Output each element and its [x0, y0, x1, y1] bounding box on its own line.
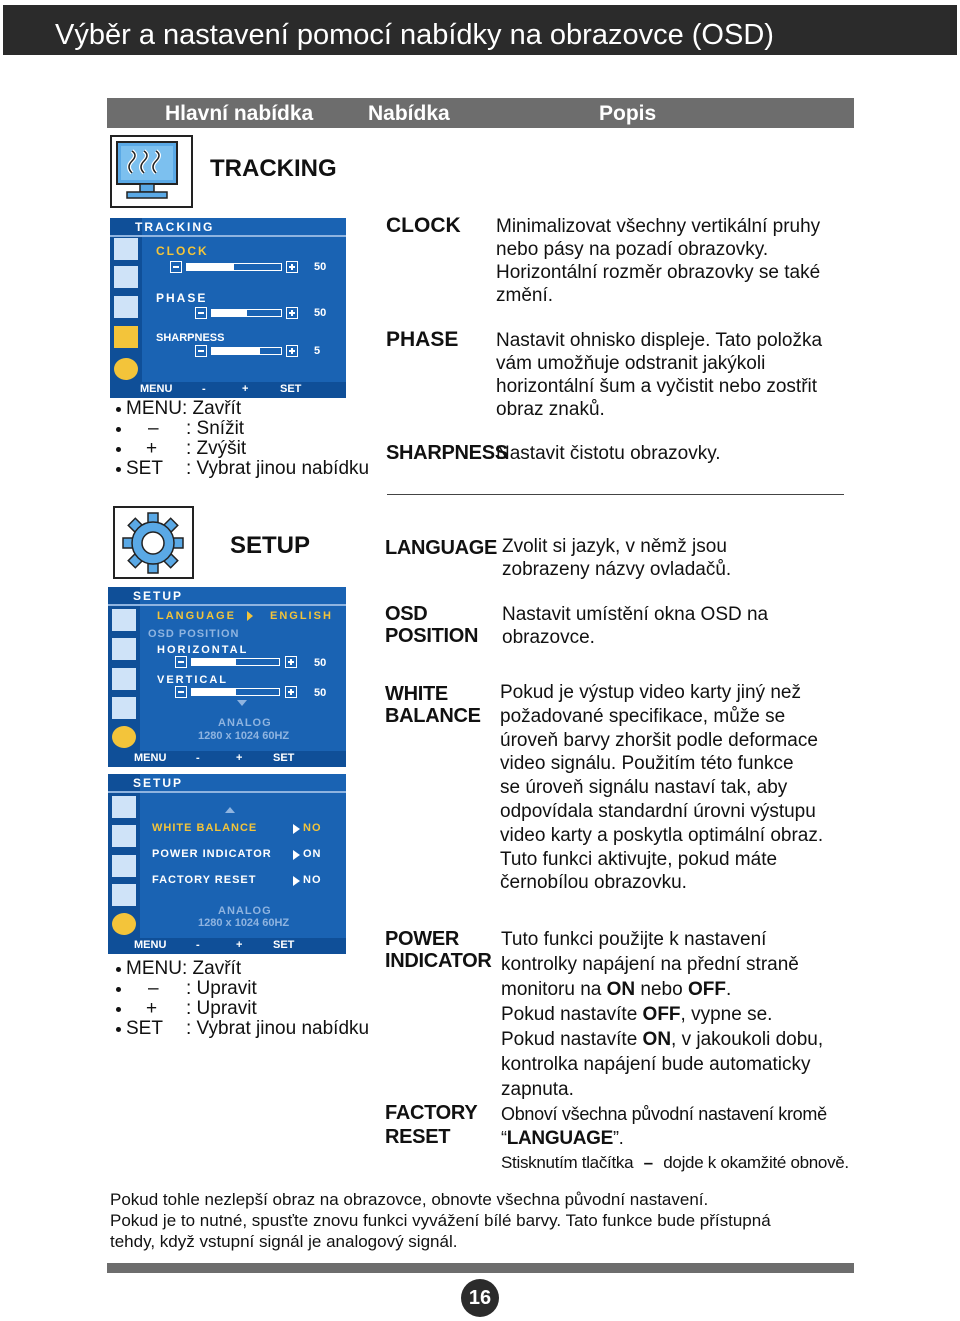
clock-slider[interactable] — [170, 261, 300, 273]
osd-position-label: OSD POSITION — [148, 628, 240, 640]
footer-menu[interactable]: MENU — [134, 752, 167, 764]
item-clock-name: CLOCK — [386, 214, 461, 237]
osd-factory-reset-label: FACTORY RESET — [152, 874, 257, 886]
page-number: 16 — [461, 1279, 499, 1317]
footer-plus[interactable]: + — [236, 752, 243, 764]
vertical-value: 50 — [314, 687, 327, 699]
osd-white-balance-label: WHITE BALANCE — [152, 822, 258, 834]
phase-slider[interactable] — [195, 307, 300, 319]
phase-value: 50 — [314, 307, 327, 319]
item-power-indicator-name: POWER INDICATOR — [385, 928, 492, 972]
item-osd-position-name: OSD POSITION — [385, 603, 479, 647]
item-factory-reset-desc: Obnoví všechna původní nastavení kromě “LANGUAGE”. Stisknutím tlačítka – dojde k okamžité obnově. — [501, 1104, 849, 1172]
tracking-title: TRACKING — [210, 155, 337, 182]
osd-clock-label: CLOCK — [156, 244, 209, 258]
color-menu-icon — [112, 638, 136, 660]
legend-desc: : Zvýšit — [186, 438, 247, 459]
scroll-down-icon[interactable] — [237, 700, 247, 706]
footer-bar — [107, 1263, 854, 1273]
footer-menu[interactable]: MENU — [134, 939, 167, 951]
item-language-name: LANGUAGE — [385, 537, 498, 559]
setup-gear-icon — [113, 506, 194, 579]
osd-white-balance-value[interactable]: NO — [303, 822, 322, 834]
setup-menu-icon — [112, 726, 136, 748]
legend-key-menu: MENU — [126, 398, 182, 419]
osd-sharpness-label: SHARPNESS — [156, 332, 225, 344]
signal-resolution: 1280 x 1024 60HZ — [198, 917, 290, 929]
position-menu-icon — [114, 296, 138, 318]
setup-menu-icon — [112, 913, 136, 935]
scroll-up-icon[interactable] — [225, 807, 235, 813]
arrow-right-icon — [293, 824, 300, 834]
item-white-balance-name: WHITE BALANCE — [385, 683, 481, 727]
footer-minus[interactable]: - — [196, 939, 200, 951]
tracking-osd-panel — [110, 218, 346, 398]
tracking-menu-icon — [112, 884, 136, 906]
footer-menu[interactable]: MENU — [140, 383, 173, 395]
header-main-menu: Hlavní nabídka — [165, 102, 314, 125]
tracking-menu-icon — [112, 697, 136, 719]
setup-osd-panel-2 — [108, 774, 346, 954]
setup-osd-panel-1 — [108, 587, 346, 767]
tracking-menu-icon — [114, 326, 138, 348]
arrow-right-icon — [247, 611, 253, 621]
osd-horizontal-label: HORIZONTAL — [157, 644, 249, 656]
table-header — [107, 98, 854, 128]
item-sharpness-desc: Nastavit čistotu obrazovky. — [496, 443, 721, 464]
clock-value: 50 — [314, 261, 327, 273]
footer-plus[interactable]: + — [242, 383, 249, 395]
color-menu-icon — [112, 825, 136, 847]
item-phase-desc: Nastavit ohnisko displeje. Tato položka vám umožňuje odstranit jakýkoli horizontální šum a vyčistit nebo zostřit obraz znaků. — [496, 330, 823, 420]
legend-key-set: SET — [126, 1018, 163, 1039]
osd-power-indicator-label: POWER INDICATOR — [152, 848, 272, 860]
legend-desc: : Snížit — [186, 418, 245, 439]
item-phase-name: PHASE — [386, 328, 459, 351]
osd-language-label: LANGUAGE — [157, 610, 236, 622]
footer-minus[interactable]: - — [202, 383, 206, 395]
header-description: Popis — [599, 102, 657, 125]
color-menu-icon — [114, 266, 138, 288]
horizontal-slider[interactable] — [175, 656, 298, 668]
sharpness-value: 5 — [314, 345, 321, 357]
osd-heading: TRACKING — [135, 220, 215, 234]
osd-language-value[interactable]: ENGLISH — [270, 610, 333, 622]
item-power-indicator-desc: Tuto funkci použijte k nastavení kontrolky napájení na přední straně monitoru na ON nebo OFF. Pokud nastavíte OFF, vypne se. Pokud nastavíte ON, v jakoukoli dobu, kontrolka napájení bude automaticky zapnuta. — [501, 929, 824, 1100]
osd-phase-label: PHASE — [156, 291, 208, 305]
vertical-slider[interactable] — [175, 686, 298, 698]
page-title: Výběr a nastavení pomocí nabídky na obrazovce (OSD) — [55, 19, 774, 51]
section-divider — [387, 494, 844, 495]
osd-footer — [108, 938, 346, 954]
signal-type: ANALOG — [218, 905, 272, 917]
footer-set[interactable]: SET — [273, 939, 295, 951]
legend-key-plus: + — [146, 438, 158, 459]
legend-desc: : Zavřít — [182, 398, 242, 419]
legend-desc: : Vybrat jinou nabídku — [186, 1018, 370, 1039]
footer-plus[interactable]: + — [236, 939, 243, 951]
footer-minus[interactable]: - — [196, 752, 200, 764]
page-title-bar — [3, 5, 957, 55]
footer-set[interactable]: SET — [280, 383, 302, 395]
osd-power-indicator-value[interactable]: ON — [303, 848, 322, 860]
picture-menu-icon — [114, 238, 138, 260]
legend-desc: : Vybrat jinou nabídku — [186, 458, 370, 479]
osd-heading: SETUP — [133, 776, 184, 790]
item-language-desc: Zvolit si jazyk, v němž jsou zobrazeny názvy ovladačů. — [502, 536, 732, 580]
osd-vertical-label: VERTICAL — [157, 674, 228, 686]
legend-key-minus: – — [148, 418, 159, 439]
item-white-balance-desc: Pokud je výstup video karty jiný než požadované specifikace, může se úroveň barvy zhoršit podle deformace video signálu. Použitím této funkce se úroveň signálu nastaví tak, aby odpovídala standardní úrovni výstupu video karty a poskytla optimální obraz. Tuto funkci aktivujte, pokud máte černobílou obrazovku. — [500, 682, 824, 894]
legend-key-plus: + — [146, 998, 158, 1019]
legend-desc: : Upravit — [186, 978, 257, 999]
picture-menu-icon — [112, 609, 136, 631]
osd-footer — [110, 382, 346, 398]
horizontal-value: 50 — [314, 657, 327, 669]
bottom-note: Pokud tohle nezlepší obraz na obrazovce, obnovte všechna původní nastavení. Pokud je to nutné, spusťte znovu funkci vyvážení bílé barvy. Tato funkce bude přístupná tehdy, když vstupní signál je analogový signál. — [110, 1190, 771, 1251]
sharpness-slider[interactable] — [195, 345, 300, 357]
header-menu: Nabídka — [368, 102, 450, 125]
position-menu-icon — [112, 855, 136, 877]
legend-desc: : Upravit — [186, 998, 257, 1019]
osd-footer — [108, 751, 346, 767]
tracking-monitor-icon — [110, 135, 193, 208]
item-sharpness-name: SHARPNESS — [386, 442, 508, 464]
osd-factory-reset-value[interactable]: NO — [303, 874, 322, 886]
signal-type: ANALOG — [218, 717, 272, 729]
tracking-legend — [116, 399, 376, 483]
setup-legend — [116, 959, 376, 1043]
legend-key-minus: – — [148, 978, 159, 999]
arrow-right-icon — [293, 876, 300, 886]
picture-menu-icon — [112, 796, 136, 818]
position-menu-icon — [112, 668, 136, 690]
signal-resolution: 1280 x 1024 60HZ — [198, 730, 290, 742]
legend-desc: : Zavřít — [182, 958, 242, 979]
item-osd-position-desc: Nastavit umístění okna OSD na obrazovce. — [502, 604, 769, 648]
item-factory-reset-name: FACTORY RESET — [385, 1102, 478, 1148]
legend-key-menu: MENU — [126, 958, 182, 979]
legend-key-set: SET — [126, 458, 163, 479]
footer-set[interactable]: SET — [273, 752, 295, 764]
item-clock-desc: Minimalizovat všechny vertikální pruhy nebo pásy na pozadí obrazovky. Horizontální rozměr obrazovky se také změní. — [496, 216, 821, 306]
setup-menu-icon — [114, 358, 138, 380]
setup-title: SETUP — [230, 532, 311, 559]
arrow-right-icon — [293, 850, 300, 860]
osd-heading: SETUP — [133, 589, 184, 603]
